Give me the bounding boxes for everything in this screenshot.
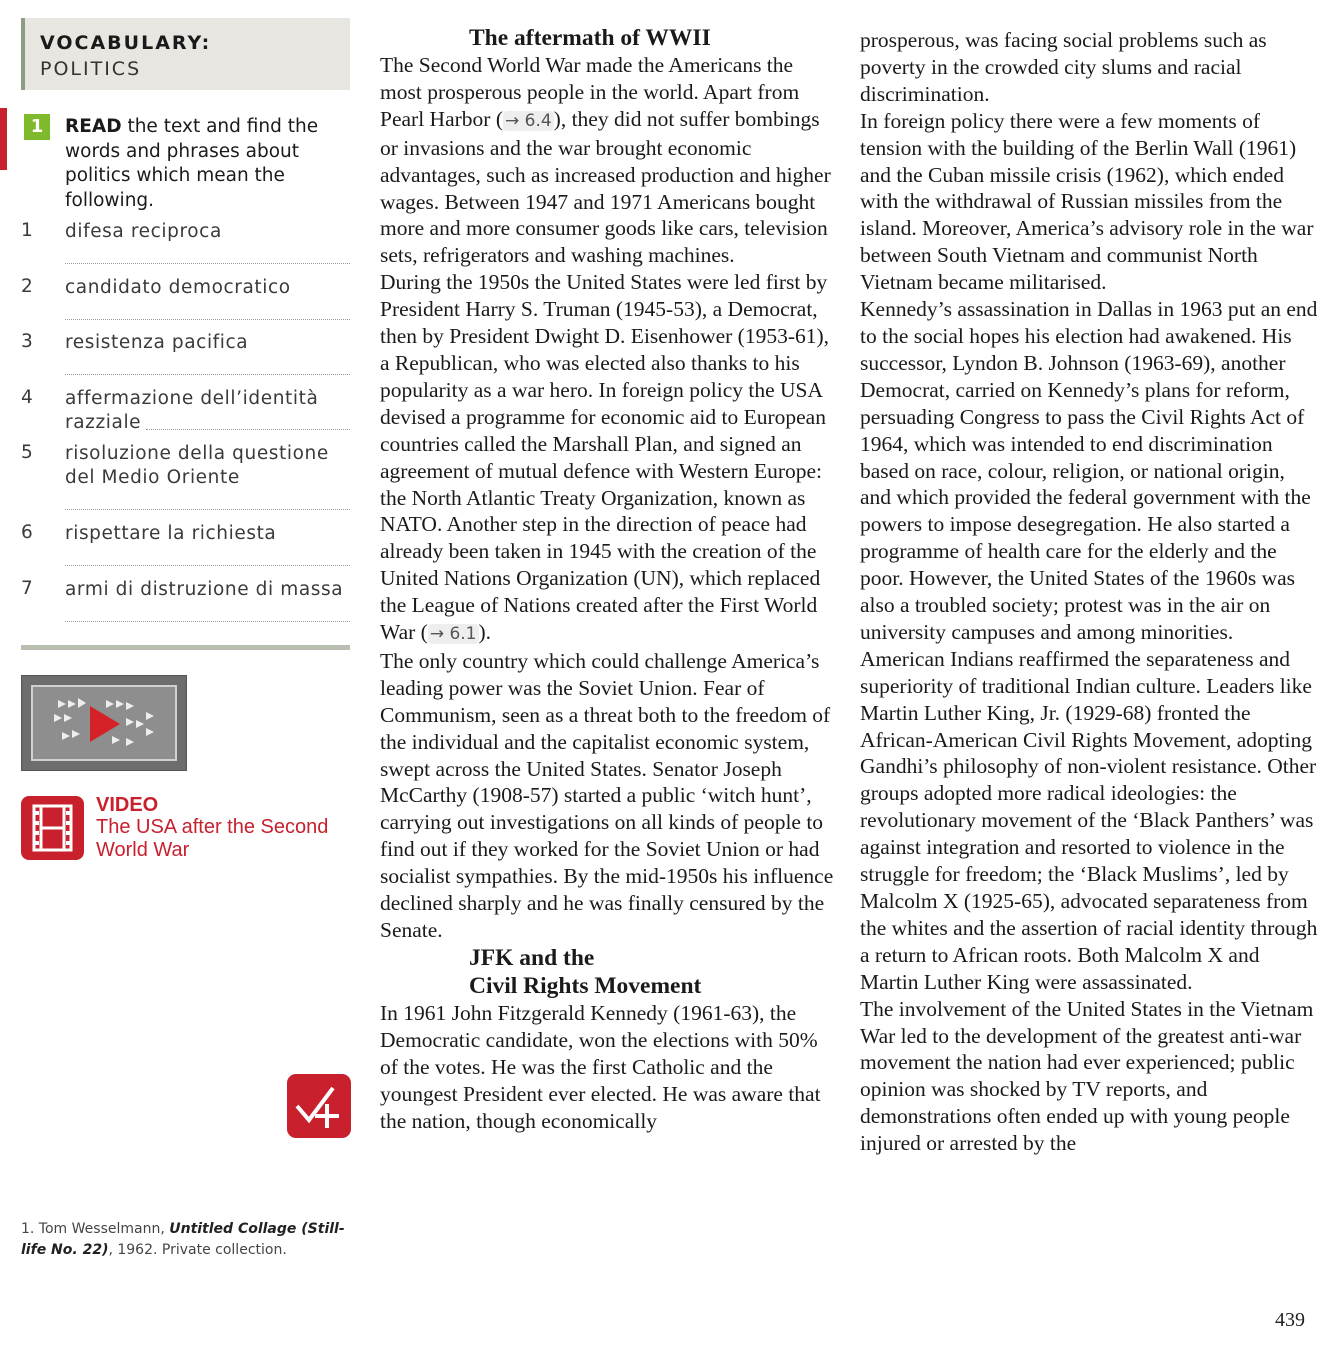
item-number: 2: [21, 276, 34, 297]
list-item: [21, 442, 350, 488]
list-item: [21, 220, 350, 266]
exercise-instruction: [65, 115, 350, 213]
paragraph: In foreign policy there were a few moments of tension with the building of the Berlin Wall (1961) and the Cuban missile crisis (1962), which ended with the withdrawal of Russian missiles from the island. Moreover, America’s advisory role in the war between South Vietnam and communist North Vietnam became militarised.: [860, 108, 1314, 295]
list-item: [21, 331, 350, 377]
section-heading: [380, 944, 835, 1000]
list-item: [21, 522, 350, 568]
exercise-verb: READ: [65, 116, 122, 137]
vocabulary-title: VOCABULARY:: [40, 32, 212, 54]
cross-reference-link[interactable]: → 6.4: [504, 110, 552, 131]
item-text: affermazione dell’identità razziale: [65, 388, 319, 433]
paragraph-text: The Second World War made the Americans the most prosperous people in the world. Apart from Pearl Harbor (: [380, 53, 800, 131]
vocabulary-subtitle: POLITICS: [40, 58, 142, 80]
list-item: [21, 276, 350, 322]
check-plus-icon[interactable]: [287, 1074, 351, 1138]
paragraph: Kennedy’s assassination in Dallas in 1963 put an end to the social hopes his election had awakened. His successor, Lyndon B. Johnson (1963-69), another Democrat, carried on Kennedy’s plans for reform, persuading Congress to pass the Civil Rights Act of 1964, which was intended to end discrimination based on race, colour, religion, or national origin, and which provided the federal government with the powers to impose desegregation. He also started a programme of health care for the elderly and the poor. However, the United States of the 1960s was also a troubled society; protest was in the air on university campuses and among minorities. American Indians reaffirmed the separateness and superiority of traditional Indian culture. Leaders like Martin Luther King, Jr. (1929-68) fronted the African-American Civil Rights Movement, adopting Gandhi’s philosophy of non-violent resistance. Other groups adopted more radical ideologies: the revolutionary movement of the ‘Black Panthers’ was against integration and resorted to violence in the struggle for freedom; the ‘Black Muslims’, led by Malcolm X (1925-65), advocated separateness from the whites and the assertion of racial identity through a return to African roots. Both Malcolm X and Martin Luther King were assassinated.: [860, 297, 1318, 994]
item-number: 5: [21, 442, 34, 463]
answer-line[interactable]: [65, 621, 350, 622]
item-text: rispettare la richiesta: [65, 523, 277, 544]
item-number: 4: [21, 387, 34, 408]
item-text: resistenza pacifica: [65, 332, 249, 353]
heading-line: JFK and the: [469, 944, 595, 971]
caption-work-title: Untitled Collage (Still-life No. 22): [21, 1221, 345, 1258]
item-text: armi di distruzione di massa: [65, 579, 344, 600]
answer-line[interactable]: [65, 319, 350, 320]
item-number: 6: [21, 522, 34, 543]
list-item: [21, 387, 350, 433]
paragraph: In 1961 John Fitzgerald Kennedy (1961-63), the Democratic candidate, won the elections with 50% of the votes. He was the first Catholic and the youngest President ever elected. He was aware that the nation, though economically: [380, 1000, 821, 1133]
exercise-instruction-text: the text and find the words and phrases about politics which mean the following.: [65, 116, 319, 211]
answer-line[interactable]: [65, 263, 350, 264]
answer-line[interactable]: [65, 509, 350, 510]
page-number: 439: [1275, 1309, 1305, 1331]
cross-reference-link[interactable]: → 6.1: [429, 624, 477, 645]
paragraph: prosperous, was facing social problems such as poverty in the crowded city slums and racial discrimination.: [860, 28, 1267, 106]
article-column-2: [860, 27, 1320, 1157]
exercise-tab-marker: [0, 108, 7, 170]
video-thumbnail[interactable]: [21, 675, 187, 771]
caption-prefix: 1. Tom Wesselmann,: [21, 1221, 170, 1237]
answer-line[interactable]: [146, 429, 350, 430]
section-heading: The aftermath of WWII: [469, 25, 711, 51]
item-number: 3: [21, 331, 34, 352]
play-icon: [22, 676, 188, 772]
item-text: candidato democratico: [65, 277, 291, 298]
paragraph-text: During the 1950s the United States were led first by President Harry S. Truman (1945-53), a Democrat, then by President Dwight D. Eisenhower (1953-61), a Republican, who was elected also thanks to his popularity as a war hero. In foreign policy the USA devised a programme for economic aid to European countries called the Marshall Plan, and signed an agreement of mutual defence with Western Europe: the North Atlantic Treaty Organization, known as NATO. Another step in the direction of peace had already been taken in 1945 with the creation of the United Nations Organization (UN), which replaced the League of Nations created after the First World War (: [380, 270, 830, 645]
answer-line[interactable]: [65, 565, 350, 566]
paragraph: [380, 52, 835, 269]
video-title-link[interactable]: The USA after the Second World War: [96, 816, 329, 861]
image-caption: [21, 1219, 351, 1261]
paragraph-text: ).: [478, 620, 492, 645]
exercise-number-badge: 1: [24, 114, 50, 140]
answer-line[interactable]: [65, 374, 350, 375]
heading-line: Civil Rights Movement: [469, 972, 702, 999]
paragraph: The involvement of the United States in the Vietnam War led to the development of the greatest anti-war movement the nation had ever experienced; public opinion was shocked by TV reports, and demonstrations often ended up with young people injured or arrested by the: [860, 996, 1314, 1156]
paragraph-text: ), they did not suffer bombings or invasions and the war brought economic advantages, such as increased production and higher wages. Between 1947 and 1971 Americans bought more and more consumer goods like cars, television sets, refrigerators and washing machines.: [380, 106, 831, 268]
item-text: risoluzione della questione del Medio Oriente: [65, 443, 329, 488]
paragraph: [380, 269, 835, 648]
item-number: 7: [21, 578, 34, 599]
video-label[interactable]: VIDEO: [96, 794, 159, 816]
list-item: [21, 578, 350, 624]
item-number: 1: [21, 220, 34, 241]
film-icon[interactable]: [21, 796, 84, 860]
article-column-1: [380, 24, 835, 1134]
caption-suffix: , 1962. Private collection.: [108, 1242, 287, 1258]
item-text: difesa reciproca: [65, 221, 222, 242]
paragraph: The only country which could challenge America’s leading power was the Soviet Union. Fear of Communism, seen as a threat both to the freedom of the individual and the capitalist economic system, swept across the United States. Senator Joseph McCarthy (1908-57) started a public ‘witch hunt’, carrying out investigations on all kinds of people to find out if they worked for the Soviet Union or had socialist sympathies. By the mid-1950s his influence declined sharply and he was finally censured by the Senate.: [380, 648, 834, 942]
section-divider: [21, 645, 350, 650]
